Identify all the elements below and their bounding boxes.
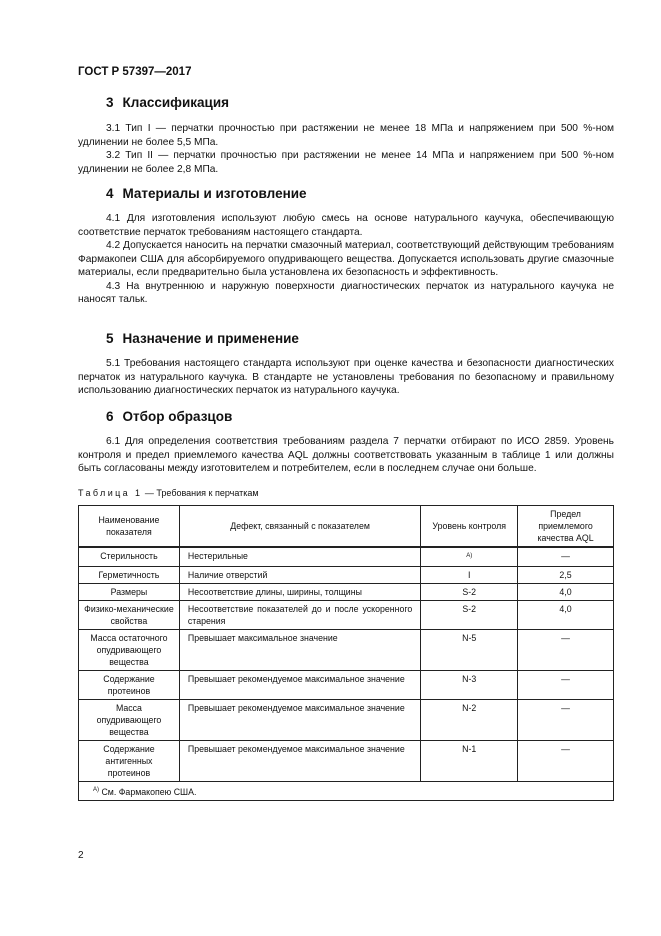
paragraph: 5.1 Требования настоящего стандарта используют при оценке качества и безопасности диагностических перчаток из натурального каучука. В стандарте не установлены требования по безопасному и правильному использованию диагностических перчаток из натурального каучука.: [78, 358, 614, 396]
section-3-body: [78, 122, 614, 176]
defect-cell: Несоответствие показателей до и после ускоренного старения: [179, 600, 420, 629]
aql-cell: 4,0: [518, 600, 614, 629]
defect-cell: Превышает рекомендуемое максимальное значение: [179, 740, 420, 781]
section-5-heading: [106, 331, 299, 346]
defect-cell: Нестерильные: [179, 547, 420, 566]
column-header: Уровень контроля: [421, 506, 518, 548]
table-footnote: [79, 781, 614, 800]
table-caption-text: — Требования к перчаткам: [144, 488, 259, 498]
table-row: [79, 699, 614, 740]
column-header: Дефект, связанный с показателем: [179, 506, 420, 548]
aql-cell: —: [518, 629, 614, 670]
defect-cell: Несоответствие длины, ширины, толщины: [179, 583, 420, 600]
indicator-cell: Содержание протеинов: [79, 670, 180, 699]
section-number: 6: [106, 409, 114, 424]
footnote-ref: A): [466, 553, 473, 559]
indicator-cell: Масса остаточного опудривающего вещества: [79, 629, 180, 670]
table-row: [79, 566, 614, 583]
section-5-body: [78, 357, 614, 398]
footnote-mark: A): [93, 786, 99, 793]
level-cell: N-5: [421, 629, 518, 670]
table-caption: [78, 488, 259, 498]
table-row: [79, 670, 614, 699]
defect-cell: Превышает рекомендуемое максимальное значение: [179, 699, 420, 740]
level-cell: N-2: [421, 699, 518, 740]
section-number: 3: [106, 95, 114, 110]
section-number: 5: [106, 331, 114, 346]
aql-cell: 2,5: [518, 566, 614, 583]
section-6-heading: [106, 409, 232, 424]
section-title: Материалы и изготовление: [122, 186, 307, 201]
level-cell: N-3: [421, 670, 518, 699]
footnote-text: См. Фармакопею США.: [101, 786, 197, 797]
table-caption-label: Таблица 1: [78, 488, 143, 498]
level-cell: S-2: [421, 583, 518, 600]
page-number: 2: [78, 850, 84, 861]
level-cell: S-2: [421, 600, 518, 629]
aql-cell: —: [518, 670, 614, 699]
requirements-table: [78, 505, 614, 801]
aql-cell: —: [518, 740, 614, 781]
paragraph: 4.2 Допускается наносить на перчатки смазочный материал, соответствующий действующим требованиям Фармакопеи США для абсорбируемого опудривающего вещества. Допускается использовать другие смазочные материалы, если предварительно была установлена их безопасность и эффективность.: [78, 240, 614, 278]
defect-cell: Превышает рекомендуемое максимальное значение: [179, 670, 420, 699]
table-row: [79, 583, 614, 600]
indicator-cell: Содержание антигенных протеинов: [79, 740, 180, 781]
table-header-row: [79, 506, 614, 548]
paragraph: 3.1 Тип I — перчатки прочностью при растяжении не менее 18 МПа и напряжением при 500 %-ном удлинении не более 5,5 МПа.: [78, 123, 614, 148]
section-4-heading: [106, 186, 307, 201]
aql-cell: —: [518, 699, 614, 740]
paragraph: 4.3 На внутреннюю и наружную поверхности диагностических перчаток из натурального каучука не наносят тальк.: [78, 280, 614, 305]
aql-cell: 4,0: [518, 583, 614, 600]
table-row: [79, 600, 614, 629]
level-cell: I: [421, 566, 518, 583]
level-cell: [421, 547, 518, 566]
section-title: Классификация: [122, 95, 230, 110]
indicator-cell: Стерильность: [79, 547, 180, 566]
table-row: [79, 629, 614, 670]
aql-cell: —: [518, 547, 614, 566]
defect-cell: Наличие отверстий: [179, 566, 420, 583]
paragraph: 4.1 Для изготовления используют любую смесь на основе натурального каучука, обеспечивающую соответствие перчаток требованиям настоящего стандарта.: [78, 213, 614, 238]
indicator-cell: Размеры: [79, 583, 180, 600]
indicator-cell: Масса опудривающего вещества: [79, 699, 180, 740]
table-footnote-row: [79, 781, 614, 800]
defect-cell: Превышает максимальное значение: [179, 629, 420, 670]
section-3-heading: [106, 95, 229, 110]
level-cell: N-1: [421, 740, 518, 781]
section-title: Назначение и применение: [122, 331, 299, 346]
indicator-cell: Герметичность: [79, 566, 180, 583]
column-header: Наименование показателя: [79, 506, 180, 548]
section-6-body: [78, 435, 614, 476]
section-title: Отбор образцов: [122, 409, 233, 424]
indicator-cell: Физико-механические свойства: [79, 600, 180, 629]
section-4-body: [78, 212, 614, 307]
standard-header: ГОСТ Р 57397—2017: [78, 66, 192, 78]
section-number: 4: [106, 186, 114, 201]
paragraph: 6.1 Для определения соответствия требованиям раздела 7 перчатки отбирают по ИСО 2859. Уровень контроля и предел приемлемого качества AQL должны соответствовать указанным в таблице 1 или должны быть согласованы между изготовителем и потребителем, если в последнем случае они больше.: [78, 436, 614, 474]
table-row: [79, 740, 614, 781]
column-header: Предел приемлемого качества AQL: [518, 506, 614, 548]
paragraph: 3.2 Тип II — перчатки прочностью при растяжении не менее 14 МПа и напряжением при 500 %-ном удлинении не более 2,8 МПа.: [78, 150, 614, 175]
table-row: [79, 547, 614, 566]
